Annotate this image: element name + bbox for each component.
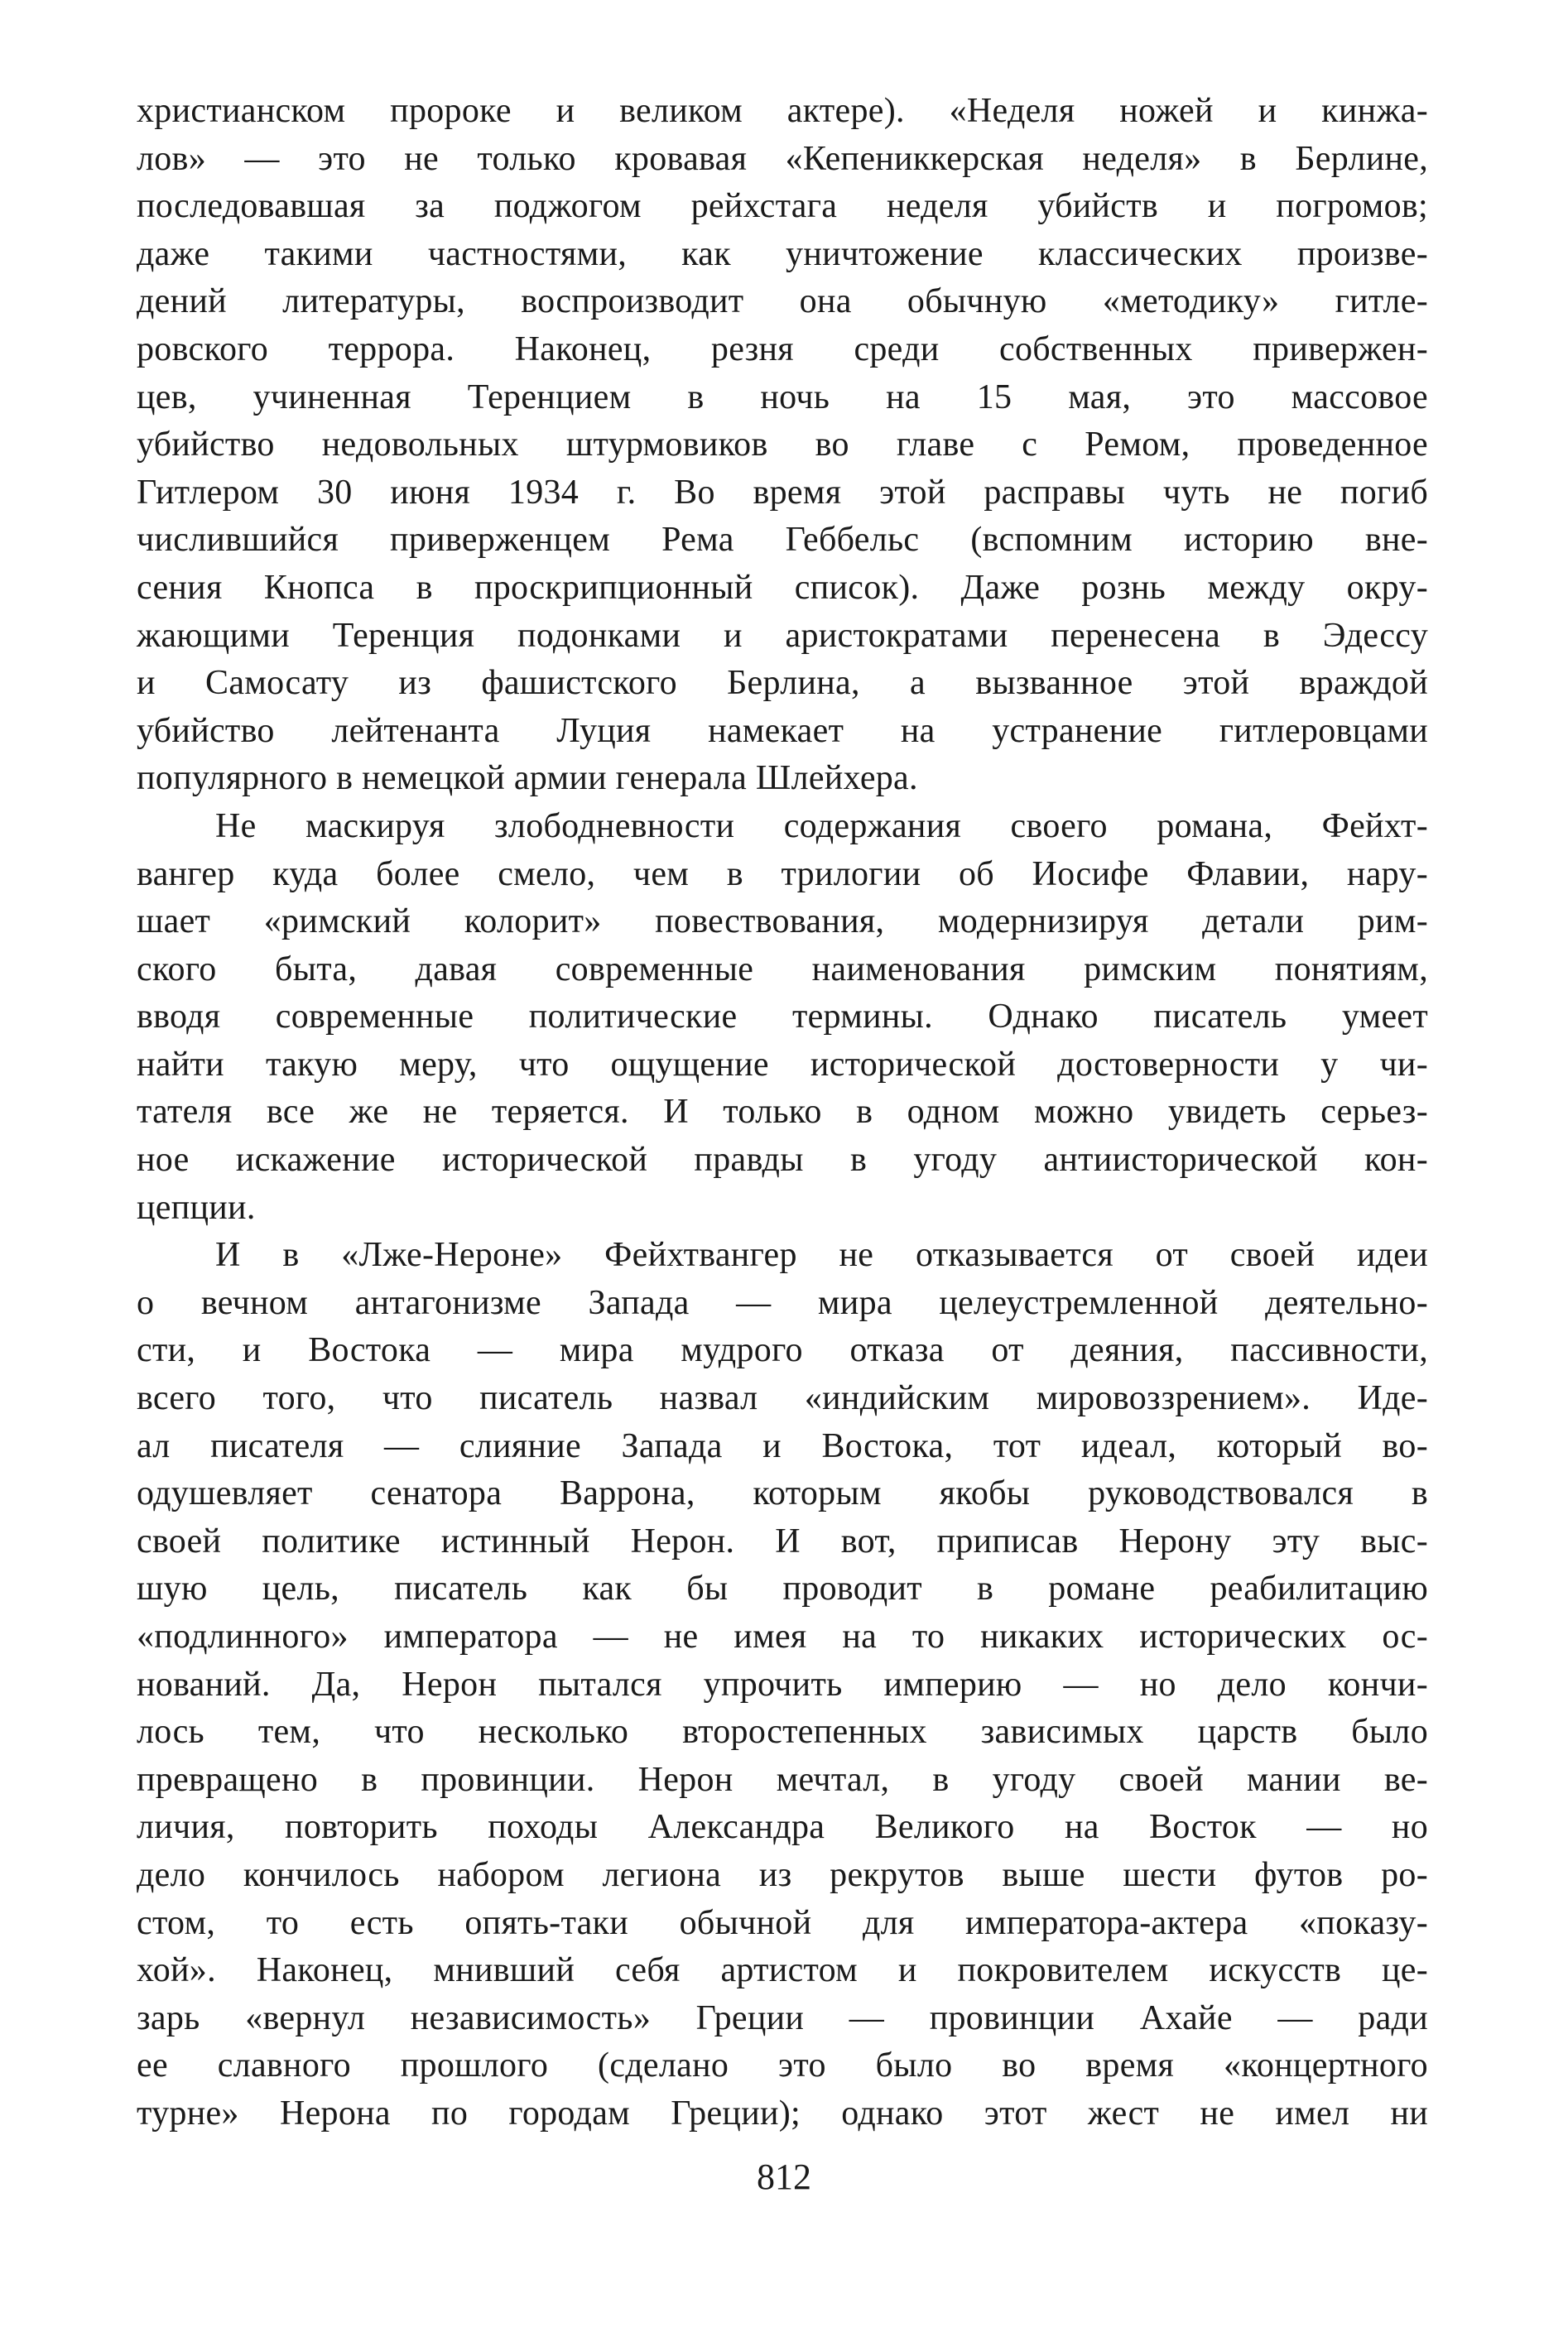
text-line: сти, и Востока — мира мудрого отказа от деяния, пассивности, <box>137 1331 1428 1370</box>
page-number: 812 <box>757 2157 811 2197</box>
paragraph-start-line: И в «Лже-Нероне» Фейхтвангер не отказывается от своей идеи <box>215 1236 1428 1275</box>
text-line: стом, то есть опять-таки обычной для императора-актера «показу- <box>137 1903 1428 1942</box>
text-line: жающими Теренция подонками и аристократами перенесена в Эдессу <box>137 616 1428 655</box>
text-line: дений литературы, воспроизводит она обычную «методику» гитле- <box>137 282 1428 321</box>
text-line: личия, повторить походы Александра Великого на Восток — но <box>137 1808 1428 1847</box>
paragraph-start-line: Не маскируя злободневности содержания своего романа, Фейхт- <box>215 806 1428 845</box>
text-line: убийство лейтенанта Луция намекает на устранение гитлеровцами <box>137 711 1428 750</box>
text-line: одушевляет сенатора Варрона, которым якобы руководствовался в <box>137 1474 1428 1513</box>
text-line: найти такую меру, что ощущение исторической достоверности у чи- <box>137 1045 1428 1084</box>
text-line: о вечном антагонизме Запада — мира целеустремленной деятельно- <box>137 1283 1428 1322</box>
text-line: зарь «вернул независимость» Греции — провинции Ахайе — ради <box>137 1998 1428 2037</box>
text-line: своей политике истинный Нерон. И вот, приписав Нерону эту выс- <box>137 1522 1428 1560</box>
text-line: ал писателя — слияние Запада и Востока, тот идеал, который во- <box>137 1426 1428 1465</box>
text-line: лось тем, что несколько второстепенных зависимых царств было <box>137 1713 1428 1752</box>
text-line: хой». Наконец, мнивший себя артистом и покровителем искусств це- <box>137 1951 1428 1990</box>
text-line: дело кончилось набором легиона из рекрутов выше шести футов ро- <box>137 1855 1428 1894</box>
text-line: последовавшая за поджогом рейхстага неделя убийств и погромов; <box>137 187 1428 226</box>
text-line: всего того, что писатель назвал «индийским мировоззрением». Иде- <box>137 1379 1428 1418</box>
text-line: нований. Да, Нерон пытался упрочить империю — но дело кончи- <box>137 1665 1428 1704</box>
text-line: убийство недовольных штурмовиков во главе с Ремом, проведенное <box>137 426 1428 464</box>
text-line: вангер куда более смело, чем в трилогии об Иосифе Флавии, нару- <box>137 854 1428 893</box>
text-line: «подлинного» императора — не имея на то никаких исторических ос- <box>137 1618 1428 1656</box>
text-line: турне» Нерона по городам Греции); однако этот жест не имел ни <box>137 2094 1428 2133</box>
text-line: цев, учиненная Теренцием в ночь на 15 мая, это массовое <box>137 377 1428 416</box>
text-line: Гитлером 30 июня 1934 г. Во время этой расправы чуть не погиб <box>137 473 1428 512</box>
text-line: даже такими частностями, как уничтожение классических произве- <box>137 234 1428 273</box>
text-line: христианском пророке и великом актере). «Неделя ножей и кинжа- <box>137 92 1428 130</box>
text-line: числившийся приверженцем Рема Геббельс (вспомним историю вне- <box>137 521 1428 560</box>
text-line: шую цель, писатель как бы проводит в романе реабилитацию <box>137 1570 1428 1608</box>
text-line: ского быта, давая современные наименования римским понятиям, <box>137 950 1428 988</box>
text-line: ее славного прошлого (сделано это было во время «концертного <box>137 2046 1428 2085</box>
text-line: лов» — это не только кровавая «Кепениккерская неделя» в Берлине, <box>137 139 1428 178</box>
text-line: ное искажение исторической правды в угоду антиисторической кон- <box>137 1141 1428 1180</box>
text-line: сения Кнопса в проскрипционный список). Даже рознь между окру- <box>137 568 1428 607</box>
text-line: превращено в провинции. Нерон мечтал, в угоду своей мании ве- <box>137 1760 1428 1799</box>
paragraph-end-line: цепции. <box>137 1188 256 1227</box>
paragraph-end-line: популярного в немецкой армии генерала Шлейхера. <box>137 759 918 798</box>
text-line: ровского террора. Наконец, резня среди собственных привержен- <box>137 329 1428 368</box>
text-line: шает «римский колорит» повествования, модернизируя детали рим- <box>137 902 1428 941</box>
body-text <box>137 88 1428 2138</box>
text-line: и Самосату из фашистского Берлина, а вызванное этой враждой <box>137 664 1428 703</box>
text-line: тателя все же не теряется. И только в одном можно увидеть серьез- <box>137 1093 1428 1132</box>
text-line: вводя современные политические термины. Однако писатель умеет <box>137 998 1428 1036</box>
